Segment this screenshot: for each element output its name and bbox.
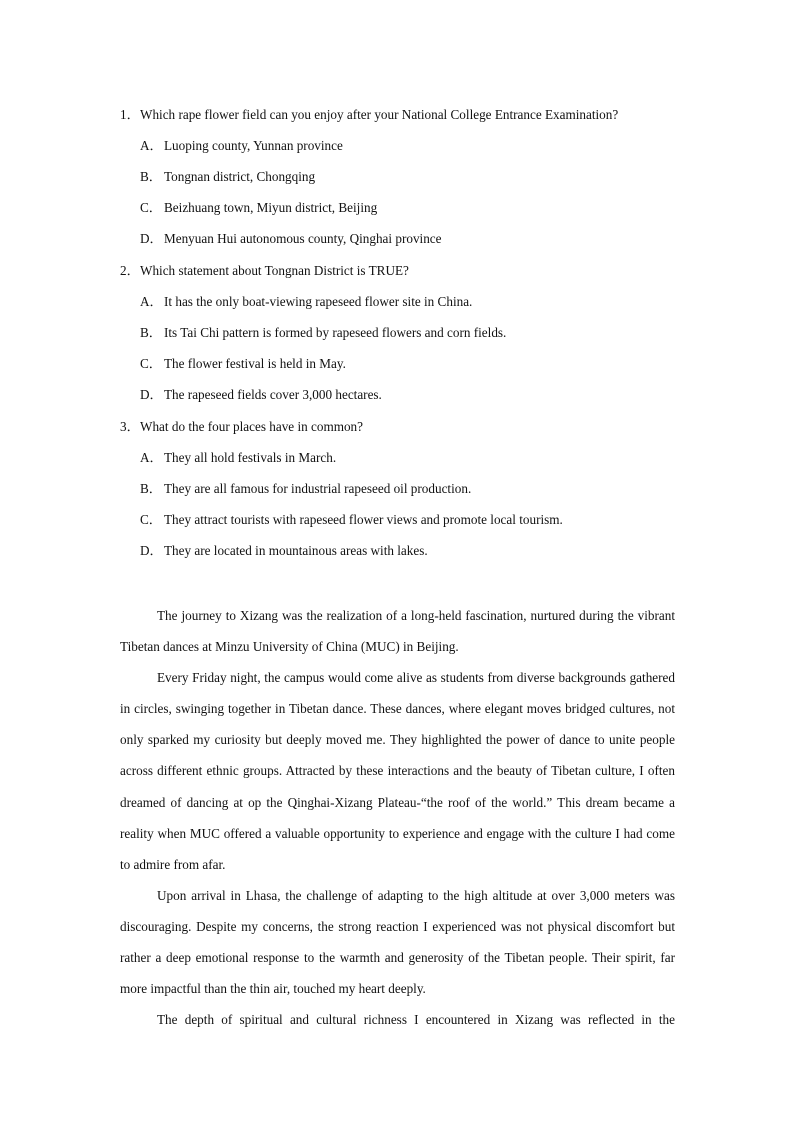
question-stem: What do the four places have in common? xyxy=(140,419,364,434)
question-stem: Which rape flower field can you enjoy after your National College Entrance Examination? xyxy=(140,107,619,122)
option-letter: D． xyxy=(140,387,163,402)
option-letter: A． xyxy=(140,450,163,465)
option-text: The flower festival is held in May. xyxy=(164,356,346,371)
option-text: They are located in mountainous areas with lakes. xyxy=(164,543,428,558)
question-number: 2． xyxy=(120,263,140,278)
reading-passage xyxy=(120,600,675,1035)
option-text: They all hold festivals in March. xyxy=(164,450,337,465)
option-text: It has the only boat-viewing rapeseed flower site in China. xyxy=(164,294,473,309)
option-letter: B． xyxy=(140,325,162,340)
question-2-option-b xyxy=(140,322,506,341)
option-text: Luoping county, Yunnan province xyxy=(164,138,343,153)
question-1-option-a xyxy=(140,135,343,154)
question-stem: Which statement about Tongnan District is TRUE? xyxy=(140,263,409,278)
option-text: The rapeseed fields cover 3,000 hectares. xyxy=(164,387,382,402)
passage-paragraph-1: The journey to Xizang was the realization of a long-held fascination, nurtured during the vibrant Tibetan dances at Minzu University of China (MUC) in Beijing. xyxy=(120,608,675,655)
option-letter: D． xyxy=(140,231,163,246)
question-3-option-d xyxy=(140,540,428,559)
question-1 xyxy=(120,104,618,123)
option-letter: B． xyxy=(140,169,162,184)
question-2-option-a xyxy=(140,291,472,310)
question-2-option-d xyxy=(140,384,382,403)
question-2 xyxy=(120,260,409,279)
question-3-option-b xyxy=(140,478,471,497)
option-text: Its Tai Chi pattern is formed by rapeseed flowers and corn fields. xyxy=(164,325,507,340)
option-text: Beizhuang town, Miyun district, Beijing xyxy=(164,200,378,215)
question-number: 3． xyxy=(120,419,140,434)
option-letter: C． xyxy=(140,200,162,215)
question-1-option-b xyxy=(140,166,315,185)
question-1-option-c xyxy=(140,197,377,216)
passage-paragraph-4: The depth of spiritual and cultural richness I encountered in Xizang was reflected in the xyxy=(157,1012,675,1028)
question-3 xyxy=(120,416,363,435)
option-letter: D． xyxy=(140,543,163,558)
option-letter: C． xyxy=(140,356,162,371)
question-3-option-c xyxy=(140,509,563,528)
passage-paragraph-2: Every Friday night, the campus would come alive as students from diverse backgrounds gathered in circles, swinging together in Tibetan dance. These dances, where elegant moves bridged cultures, not only sparked my curiosity but deeply moved me. They highlighted the power of dance to unite people across different ethnic groups. Attracted by these interactions and the beauty of Tibetan culture, I often dreamed of dancing at op the Qinghai-Xizang Plateau-“the roof of the world.” This dream became a reality when MUC offered a valuable opportunity to experience and engage with the culture I had come to admire from afar. xyxy=(120,670,675,872)
option-letter: B． xyxy=(140,481,162,496)
option-text: They are all famous for industrial rapeseed oil production. xyxy=(164,481,472,496)
question-1-option-d xyxy=(140,228,442,247)
question-number: 1． xyxy=(120,107,140,122)
option-letter: A． xyxy=(140,138,163,153)
option-text: They attract tourists with rapeseed flower views and promote local tourism. xyxy=(164,512,563,527)
option-letter: A． xyxy=(140,294,163,309)
option-text: Menyuan Hui autonomous county, Qinghai province xyxy=(164,231,442,246)
option-text: Tongnan district, Chongqing xyxy=(164,169,316,184)
question-2-option-c xyxy=(140,353,346,372)
question-3-option-a xyxy=(140,447,336,466)
passage-paragraph-3: Upon arrival in Lhasa, the challenge of adapting to the high altitude at over 3,000 meters was discouraging. Despite my concerns, the strong reaction I experienced was not physical discomfort but rather a deep emotional response to the warmth and generosity of the Tibetan people. Their spirit, far more impactful than the thin air, touched my heart deeply. xyxy=(120,887,675,997)
option-letter: C． xyxy=(140,512,162,527)
